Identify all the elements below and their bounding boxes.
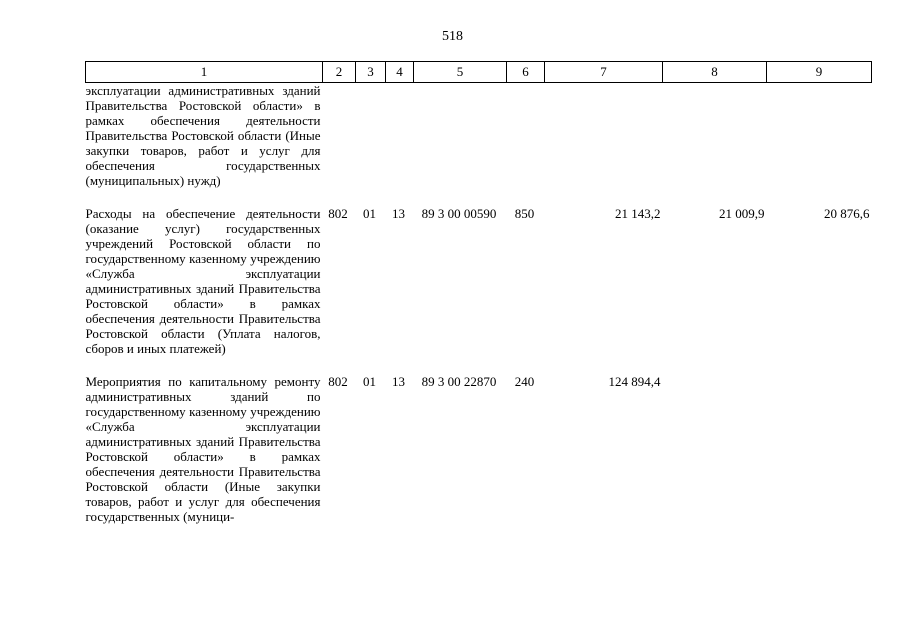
header-col-9: 9	[767, 62, 872, 83]
row-subsection	[386, 83, 414, 207]
row-description: Мероприятия по капитальному ремонту административных зданий по государственному казенному учреждению «Служба эксплуатации административных зданий Правительства Ростовской области» в рамках обеспечения деятельности Правительства Ростовской области (Иные закупки товаров, работ и услуг для обеспечения государственных (муници-	[85, 374, 321, 524]
row-expense-type	[507, 83, 545, 207]
row-expense-type: 850	[514, 206, 535, 221]
header-col-1: 1	[86, 62, 323, 83]
row-target-article: 89 3 00 00590	[421, 206, 497, 221]
header-col-5: 5	[414, 62, 507, 83]
header-col-3: 3	[356, 62, 386, 83]
table-row	[86, 374, 872, 524]
table-row	[86, 83, 872, 207]
row-subsection: 13	[392, 374, 405, 389]
row-section: 01	[363, 374, 376, 389]
header-col-2: 2	[323, 62, 356, 83]
header-col-4: 4	[386, 62, 414, 83]
header-col-6: 6	[507, 62, 545, 83]
row-amount-2	[663, 83, 767, 207]
row-amount-2	[663, 374, 767, 524]
page-number: 518	[442, 29, 463, 44]
row-amount-1	[545, 83, 663, 207]
row-subsection: 13	[392, 206, 405, 221]
column-number-header	[86, 62, 872, 83]
row-amount-3	[767, 83, 872, 207]
row-amount-1: 21 143,2	[615, 206, 661, 221]
row-amount-1: 124 894,4	[608, 374, 661, 389]
row-target-article	[414, 83, 507, 207]
row-amount-3	[767, 374, 872, 524]
row-admin-code: 802	[328, 206, 348, 221]
table-row	[86, 206, 872, 374]
row-description: Расходы на обеспечение деятельности (оказание услуг) государственных учреждений Ростовской области по государственному казенному учреждению «Служба эксплуатации административных зданий Правительства Ростовской области» в рамках обеспечения деятельности Правительства Ростовской области (Уплата налогов, сборов и иных платежей)	[85, 206, 321, 356]
row-amount-3: 20 876,6	[824, 206, 870, 221]
row-amount-2: 21 009,9	[719, 206, 765, 221]
row-expense-type: 240	[514, 374, 535, 389]
budget-table	[85, 61, 872, 524]
row-admin-code: 802	[328, 374, 348, 389]
row-section	[356, 83, 386, 207]
row-description: эксплуатации административных зданий Правительства Ростовской области» в рамках обеспечения деятельности Правительства Ростовской области (Иные закупки товаров, работ и услуг для обеспечения государственных (муниципальных) нужд)	[85, 83, 321, 188]
header-col-7: 7	[545, 62, 663, 83]
header-col-8: 8	[663, 62, 767, 83]
row-admin-code	[323, 83, 356, 207]
row-section: 01	[363, 206, 376, 221]
row-target-article: 89 3 00 22870	[421, 374, 497, 389]
